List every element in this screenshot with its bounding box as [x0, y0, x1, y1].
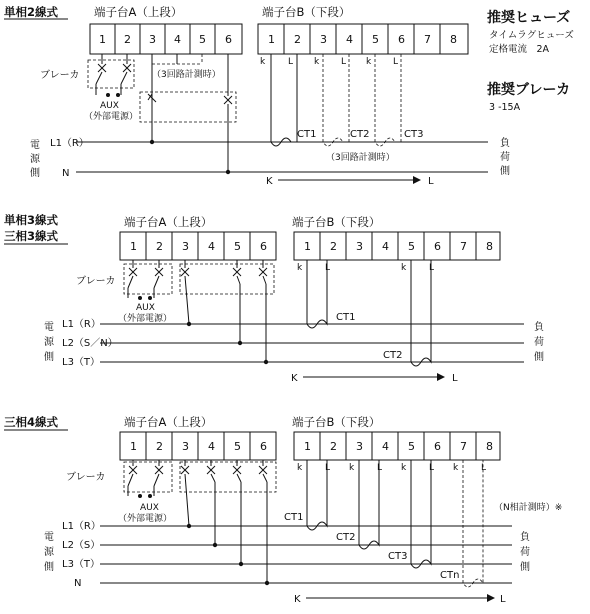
terminal-b-number: 8	[486, 240, 493, 253]
terminal-b-number: 7	[460, 240, 467, 253]
terminal-b-number: 2	[294, 33, 301, 46]
aux-note: （外部電源）	[118, 314, 173, 324]
terminal-b-number: 2	[330, 240, 337, 253]
line-label: L1（R）	[50, 138, 89, 149]
load-side-label: 負	[534, 322, 544, 333]
terminal-a-number: 5	[199, 33, 206, 46]
terminal-a-number: 5	[234, 240, 241, 253]
terminal-b-number: 1	[268, 33, 275, 46]
recommended-fuse-title: 推奨ヒューズ	[487, 10, 571, 26]
ct-label: CT3	[404, 129, 424, 140]
terminal-a-number: 3	[182, 440, 189, 453]
terminal-block-b	[294, 432, 500, 460]
breaker-label: ブレーカ	[66, 472, 106, 483]
l-direction-label: L	[428, 176, 434, 187]
k-label: k	[453, 463, 459, 473]
load-side-label: 側	[520, 562, 530, 573]
terminal-block-b	[294, 232, 500, 260]
k-label: k	[297, 463, 303, 473]
k-label: k	[401, 463, 407, 473]
terminal-a-title: 端子台A（上段）	[94, 5, 183, 19]
ct-label: CT1	[284, 512, 304, 523]
terminal-b-number: 1	[304, 440, 311, 453]
k-direction-label: K	[294, 594, 301, 605]
terminal-b-number: 8	[486, 440, 493, 453]
terminal-b-number: 5	[372, 33, 379, 46]
source-side-label: 源	[44, 547, 54, 558]
breaker-box-2	[140, 92, 236, 122]
l-direction-label: L	[500, 594, 506, 605]
terminal-a-number: 2	[156, 240, 163, 253]
source-side-label: 側	[44, 562, 54, 573]
load-side-label: 荷	[534, 337, 544, 348]
terminal-a-number: 1	[130, 240, 137, 253]
n-phase-note: （N相計測時）※	[494, 503, 563, 513]
terminal-a-number: 2	[156, 440, 163, 453]
section-three-phase-4wire	[4, 415, 562, 605]
circuit-note-a: （3回路計測時）	[152, 70, 221, 80]
terminal-a-number: 1	[99, 33, 106, 46]
section-title: 三相4線式	[4, 415, 59, 429]
source-side-label: 電	[30, 140, 40, 151]
terminal-b-number: 6	[434, 440, 441, 453]
breaker-label: ブレーカ	[40, 70, 80, 81]
terminal-a-number: 3	[149, 33, 156, 46]
line-label: L3（T）	[62, 559, 101, 570]
terminal-b-number: 2	[330, 440, 337, 453]
terminal-a-number: 6	[260, 440, 267, 453]
terminal-b-number: 3	[320, 33, 327, 46]
terminal-b-number: 7	[424, 33, 431, 46]
section-title: 単相3線式	[4, 213, 59, 227]
aux-note: （外部電源）	[118, 514, 173, 524]
load-side-label: 荷	[500, 152, 510, 163]
k-label: k	[297, 263, 303, 273]
terminal-b-number: 4	[382, 240, 389, 253]
terminal-block-a	[90, 24, 242, 54]
k-label: k	[366, 57, 372, 67]
terminal-a-number: 3	[182, 240, 189, 253]
load-side-label: 荷	[520, 547, 530, 558]
fuse-type: タイムラグヒューズ	[489, 30, 574, 41]
k-label: k	[260, 57, 266, 67]
l-label: L	[429, 463, 435, 473]
l-label: L	[393, 57, 399, 67]
breaker-label: ブレーカ	[76, 276, 116, 287]
terminal-b-number: 8	[450, 33, 457, 46]
k-direction-label: K	[266, 176, 273, 187]
recommendation-block	[487, 9, 574, 113]
l-label: L	[341, 57, 347, 67]
l-label: L	[377, 463, 383, 473]
terminal-b-number: 4	[382, 440, 389, 453]
aux-label: AUX	[100, 101, 119, 111]
source-side-label: 側	[44, 352, 54, 363]
terminal-a-number: 1	[130, 440, 137, 453]
ct-label: CTn	[440, 570, 460, 581]
terminal-b-number: 6	[398, 33, 405, 46]
terminal-b-number: 5	[408, 240, 415, 253]
line-label: L2（S／N）	[62, 338, 118, 349]
ct-label: CT3	[388, 551, 408, 562]
terminal-a-number: 6	[225, 33, 232, 46]
line-label: N	[74, 578, 82, 589]
aux-label: AUX	[136, 303, 155, 313]
line-label: N	[62, 168, 70, 179]
circuit-note-b: （3回路計測時）	[326, 153, 395, 163]
line-label: L1（R）	[62, 319, 101, 330]
source-side-label: 側	[30, 168, 40, 179]
ct-label: CT1	[336, 312, 356, 323]
source-side-label: 電	[44, 532, 54, 543]
terminal-a-number: 6	[260, 240, 267, 253]
section-title: 単相2線式	[4, 5, 59, 19]
terminal-b-number: 3	[356, 240, 363, 253]
terminal-a-number: 2	[124, 33, 131, 46]
ct-label: CT2	[350, 129, 370, 140]
terminal-b-number: 4	[346, 33, 353, 46]
l-label: L	[481, 463, 487, 473]
terminal-b-number: 3	[356, 440, 363, 453]
terminal-a-title: 端子台A（上段）	[124, 215, 213, 229]
terminal-b-number: 7	[460, 440, 467, 453]
terminal-b-title: 端子台B（下段）	[292, 215, 381, 229]
terminal-b-title: 端子台B（下段）	[262, 5, 351, 19]
aux-note: （外部電源）	[84, 112, 139, 122]
line-label: L2（S）	[62, 540, 101, 551]
section-single-phase-2wire	[4, 5, 511, 187]
load-side-label: 負	[500, 138, 510, 149]
terminal-b-number: 5	[408, 440, 415, 453]
k-label: k	[349, 463, 355, 473]
k-direction-label: K	[291, 373, 298, 384]
load-side-label: 側	[534, 352, 544, 363]
line-label: L3（T）	[62, 357, 101, 368]
source-side-label: 源	[30, 154, 40, 165]
terminal-block-b	[258, 24, 468, 54]
k-label: k	[314, 57, 320, 67]
terminal-a-number: 4	[208, 440, 215, 453]
breaker-rating: 3 -15A	[489, 102, 521, 113]
terminal-b-title: 端子台B（下段）	[292, 415, 381, 429]
line-label: L1（R）	[62, 521, 101, 532]
recommended-breaker-title: 推奨ブレーカ	[487, 82, 571, 98]
l-label: L	[325, 463, 331, 473]
k-label: k	[401, 263, 407, 273]
ct-label: CT2	[383, 350, 403, 361]
breaker-box	[124, 264, 172, 294]
l-label: L	[288, 57, 294, 67]
terminal-a-number: 5	[234, 440, 241, 453]
aux-label: AUX	[140, 503, 159, 513]
breaker-box-2	[180, 462, 276, 492]
terminal-b-number: 6	[434, 240, 441, 253]
l-label: L	[429, 263, 435, 273]
terminal-b-number: 1	[304, 240, 311, 253]
l-direction-label: L	[452, 373, 458, 384]
section-single-phase-3wire	[4, 213, 545, 384]
breaker-box	[88, 60, 134, 88]
fuse-rating: 定格電流 2A	[489, 44, 550, 55]
terminal-a-number: 4	[174, 33, 181, 46]
terminal-a-title: 端子台A（上段）	[124, 415, 213, 429]
source-side-label: 源	[44, 337, 54, 348]
load-side-label: 負	[520, 532, 530, 543]
l-label: L	[325, 263, 331, 273]
section-title-2: 三相3線式	[4, 229, 59, 243]
terminal-a-number: 4	[208, 240, 215, 253]
ct-label: CT1	[297, 129, 317, 140]
breaker-box	[124, 462, 172, 492]
ct-label: CT2	[336, 532, 356, 543]
load-side-label: 側	[500, 166, 510, 177]
source-side-label: 電	[44, 322, 54, 333]
